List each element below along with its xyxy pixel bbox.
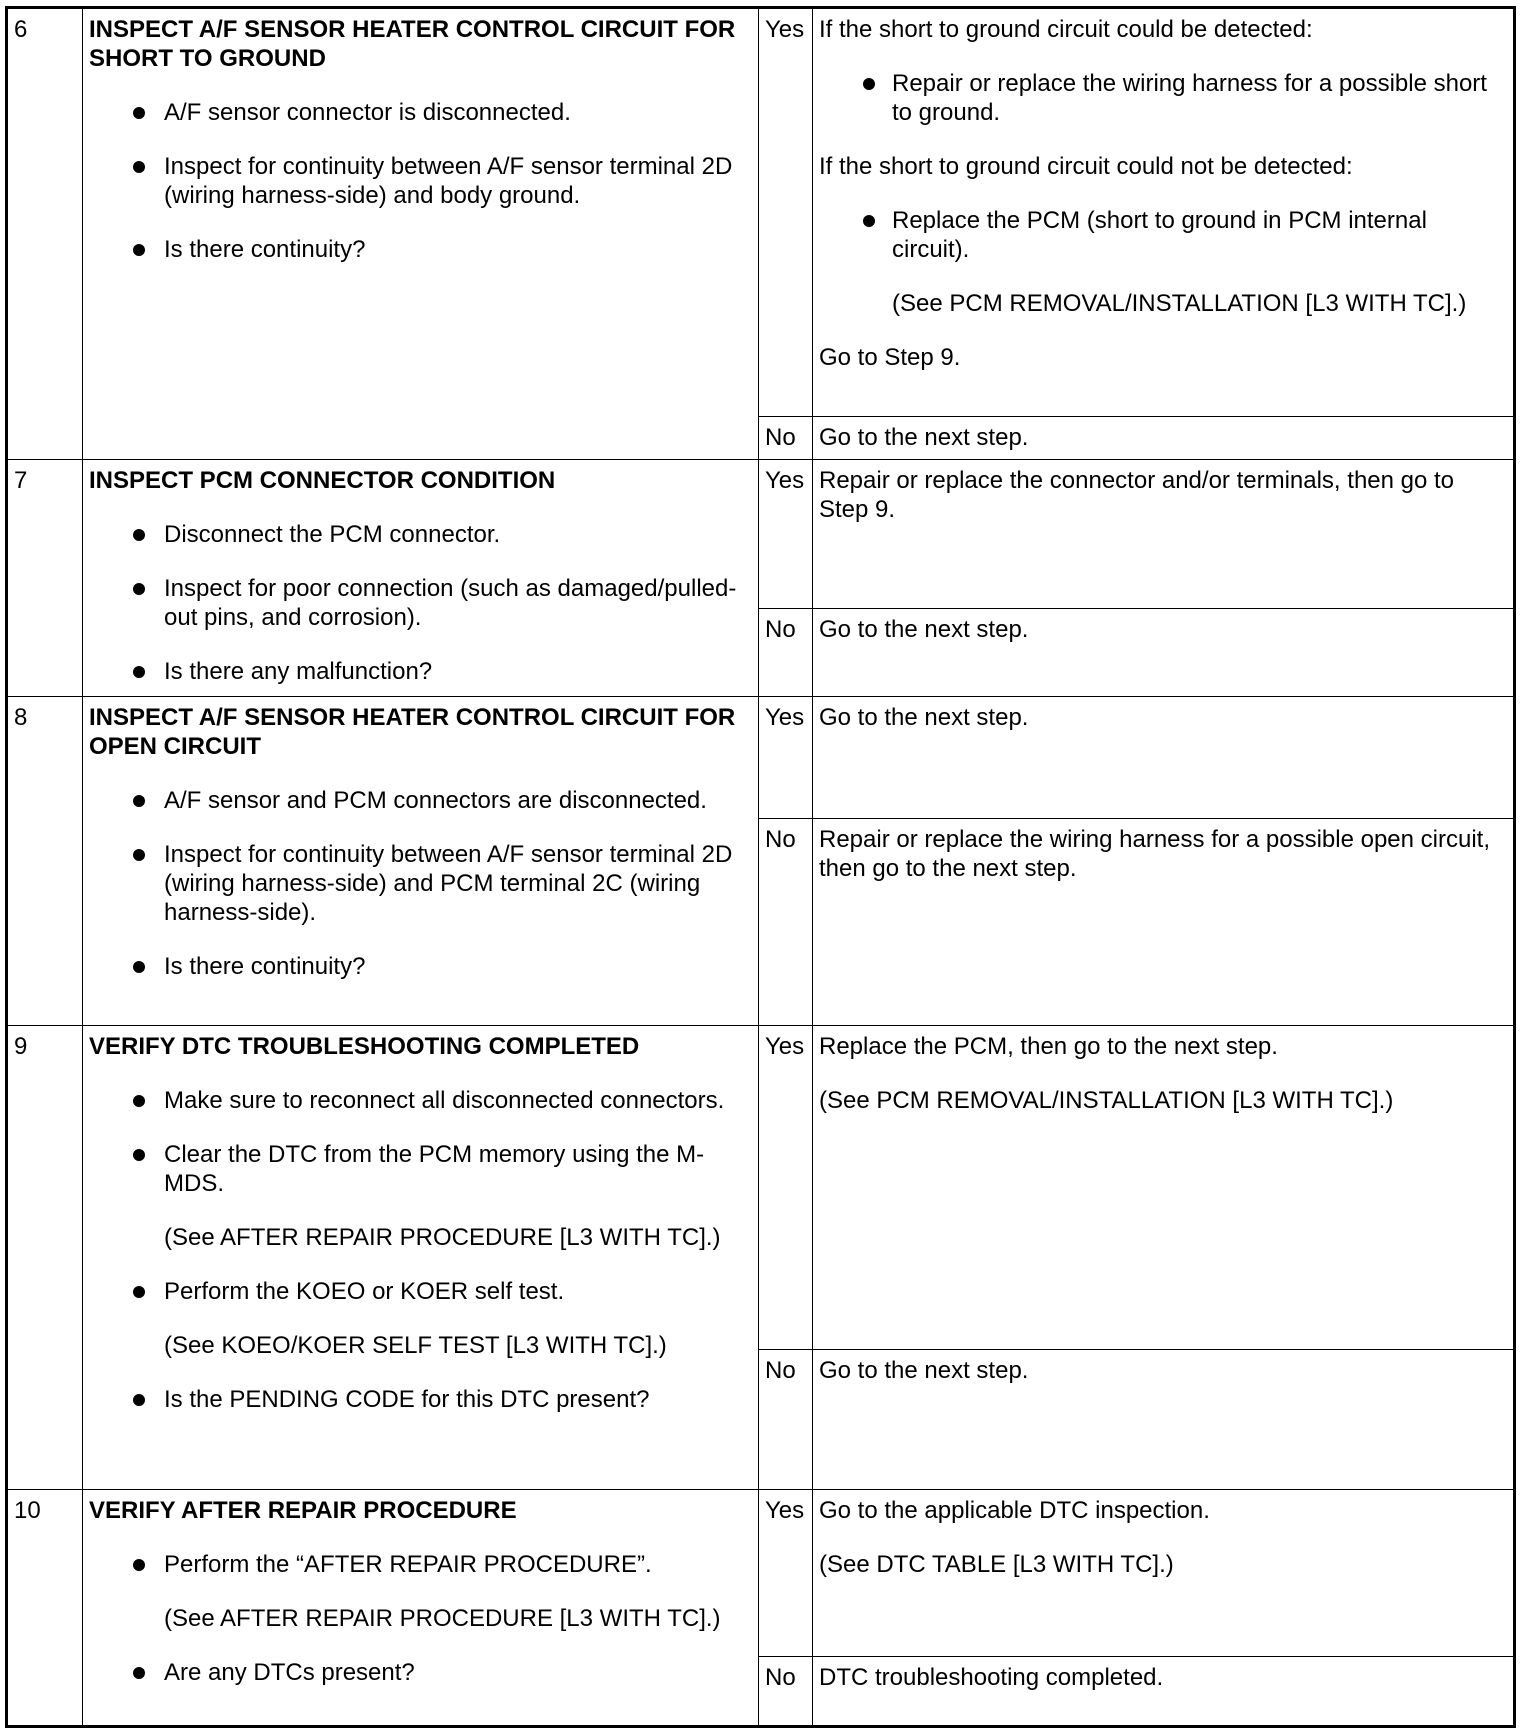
- reference-note: (See AFTER REPAIR PROCEDURE [L3 WITH TC].): [164, 1605, 721, 1632]
- action-list: [89, 520, 752, 686]
- result-goto: Go to Step 9.: [819, 344, 961, 371]
- result-condition: If the short to ground circuit could be detected:: [819, 16, 1313, 43]
- action-item: Is there continuity?: [89, 235, 752, 264]
- yes-result: [813, 1490, 1515, 1657]
- result-list: [819, 206, 1507, 318]
- result-item: [819, 206, 1507, 318]
- step-9-yes-row: [7, 1026, 1515, 1350]
- yes-result: Repair or replace the connector and/or terminals, then go to Step 9.: [813, 460, 1515, 609]
- action-item: [89, 1140, 752, 1252]
- action-item: Inspect for continuity between A/F sensor terminal 2D (wiring harness-side) and body ground.: [89, 152, 752, 210]
- action-list: [89, 786, 752, 981]
- step-action-cell: [83, 697, 759, 1026]
- no-label: No: [759, 1657, 813, 1727]
- action-item-text: Perform the “AFTER REPAIR PROCEDURE”.: [164, 1551, 652, 1578]
- yes-label: Yes: [759, 1026, 813, 1350]
- step-title: INSPECT PCM CONNECTOR CONDITION: [89, 467, 556, 494]
- result-text: Replace the PCM, then go to the next step.: [819, 1033, 1278, 1060]
- action-item: [89, 1277, 752, 1360]
- action-item: Inspect for poor connection (such as damaged/pulled-out pins, and corrosion).: [89, 574, 752, 632]
- step-number: 8: [7, 697, 83, 1026]
- result-item-text: Replace the PCM (short to ground in PCM internal circuit).: [892, 207, 1427, 263]
- step-action-cell: [83, 460, 759, 697]
- step-10-yes-row: [7, 1490, 1515, 1657]
- reference-note: (See AFTER REPAIR PROCEDURE [L3 WITH TC].): [164, 1224, 721, 1251]
- step-number: 9: [7, 1026, 83, 1490]
- action-item: Is there continuity?: [89, 952, 752, 981]
- action-item: A/F sensor connector is disconnected.: [89, 98, 752, 127]
- no-label: No: [759, 819, 813, 1026]
- result-list: [819, 69, 1507, 127]
- step-number: 10: [7, 1490, 83, 1727]
- action-item: Disconnect the PCM connector.: [89, 520, 752, 549]
- yes-label: Yes: [759, 460, 813, 609]
- action-item-text: Perform the KOEO or KOER self test.: [164, 1278, 565, 1305]
- no-result: Repair or replace the wiring harness for a possible open circuit, then go to the next step.: [813, 819, 1515, 1026]
- reference-note: (See DTC TABLE [L3 WITH TC].): [819, 1551, 1174, 1578]
- no-result: Go to the next step.: [813, 609, 1515, 697]
- action-list: [89, 1086, 752, 1414]
- reference-note: (See KOEO/KOER SELF TEST [L3 WITH TC].): [164, 1332, 667, 1359]
- result-item: Repair or replace the wiring harness for a possible short to ground.: [819, 69, 1507, 127]
- yes-result: [813, 1026, 1515, 1350]
- step-title: INSPECT A/F SENSOR HEATER CONTROL CIRCUIT FOR SHORT TO GROUND: [89, 16, 736, 72]
- no-label: No: [759, 417, 813, 460]
- result-condition: If the short to ground circuit could not be detected:: [819, 153, 1353, 180]
- no-label: No: [759, 609, 813, 697]
- action-item: Inspect for continuity between A/F sensor terminal 2D (wiring harness-side) and PCM terminal 2C (wiring harness-side).: [89, 840, 752, 927]
- action-item: Make sure to reconnect all disconnected connectors.: [89, 1086, 752, 1115]
- action-item: [89, 1550, 752, 1633]
- yes-result: Go to the next step.: [813, 697, 1515, 819]
- no-label: No: [759, 1350, 813, 1490]
- action-item: A/F sensor and PCM connectors are disconnected.: [89, 786, 752, 815]
- step-action-cell: [83, 1490, 759, 1727]
- action-item: Is there any malfunction?: [89, 657, 752, 686]
- step-action-cell: [83, 1026, 759, 1490]
- step-6-yes-row: [7, 8, 1515, 417]
- reference-note: (See PCM REMOVAL/INSTALLATION [L3 WITH TC].): [892, 290, 1467, 317]
- no-result: DTC troubleshooting completed.: [813, 1657, 1515, 1727]
- step-title: INSPECT A/F SENSOR HEATER CONTROL CIRCUIT FOR OPEN CIRCUIT: [89, 704, 736, 760]
- action-item: Is the PENDING CODE for this DTC present?: [89, 1385, 752, 1414]
- step-title: VERIFY AFTER REPAIR PROCEDURE: [89, 1497, 517, 1524]
- step-title: VERIFY DTC TROUBLESHOOTING COMPLETED: [89, 1033, 640, 1060]
- reference-note: (See PCM REMOVAL/INSTALLATION [L3 WITH TC].): [819, 1087, 1394, 1114]
- yes-label: Yes: [759, 8, 813, 417]
- action-item-text: Clear the DTC from the PCM memory using the M-MDS.: [164, 1141, 705, 1197]
- step-number: 6: [7, 8, 83, 460]
- step-7-yes-row: [7, 460, 1515, 609]
- result-text: Go to the applicable DTC inspection.: [819, 1497, 1210, 1524]
- yes-label: Yes: [759, 1490, 813, 1657]
- step-8-yes-row: [7, 697, 1515, 819]
- action-list: [89, 1550, 752, 1687]
- troubleshooting-table: [5, 6, 1516, 1728]
- step-action-cell: [83, 8, 759, 460]
- no-result: Go to the next step.: [813, 1350, 1515, 1490]
- no-result: Go to the next step.: [813, 417, 1515, 460]
- action-list: [89, 98, 752, 264]
- step-number: 7: [7, 460, 83, 697]
- action-item: Are any DTCs present?: [89, 1658, 752, 1687]
- yes-result: [813, 8, 1515, 417]
- yes-label: Yes: [759, 697, 813, 819]
